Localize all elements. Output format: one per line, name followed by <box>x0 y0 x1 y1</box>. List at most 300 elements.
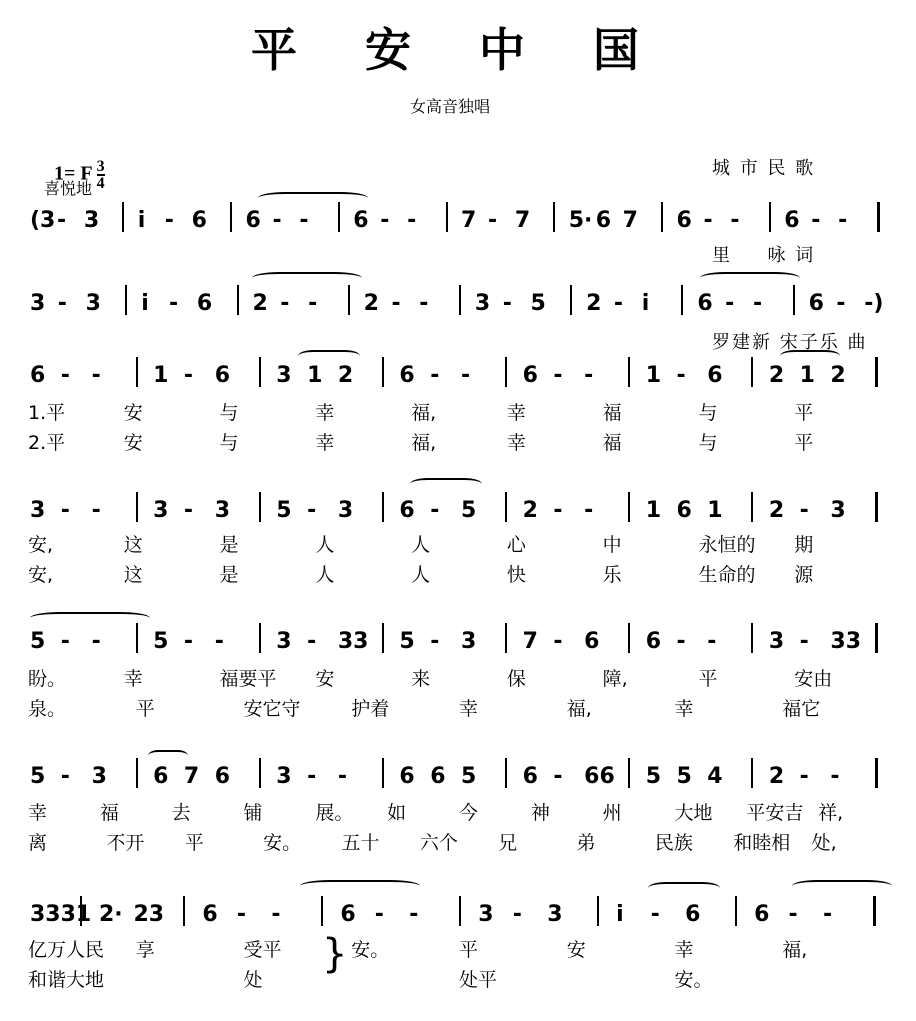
dash-note: - <box>838 208 848 233</box>
stave-line-4 <box>28 490 890 530</box>
barline <box>769 202 771 232</box>
lyric-word: 平 <box>184 832 204 854</box>
credit-composer: 罗建新 宋子乐 曲 <box>712 332 868 353</box>
dash-note: - <box>730 208 740 233</box>
lyric-word: 幸 <box>506 432 526 454</box>
tie-slur <box>148 750 188 762</box>
note: 2 <box>337 363 354 388</box>
note: 5 <box>30 629 46 654</box>
barline <box>628 623 630 653</box>
note: 6 <box>191 208 207 233</box>
dash-note: - <box>183 629 194 654</box>
credits-block <box>712 96 867 386</box>
dash-note: - <box>788 902 798 927</box>
lyric-word: 2.平 <box>28 432 66 454</box>
lyric-word: 安它守 <box>243 698 301 720</box>
note: 6 <box>245 208 261 233</box>
stave-line-7 <box>28 894 890 934</box>
lyric-row-4-2 <box>28 560 890 588</box>
barline <box>259 623 261 653</box>
dash-note: - <box>299 208 309 233</box>
lyric-word: 与 <box>698 432 718 454</box>
lyric-word: 1.平 <box>28 402 66 424</box>
note: 2 <box>768 764 785 789</box>
note: 5 <box>676 764 692 789</box>
barline <box>877 202 880 232</box>
barline <box>751 492 753 522</box>
dash-note: - <box>60 363 70 388</box>
dash-note: - <box>391 291 401 316</box>
dash-note: - <box>830 764 840 789</box>
barline <box>321 896 323 926</box>
note: 5 <box>645 764 662 789</box>
song-title: 平 安 中 国 <box>250 23 666 77</box>
lyric-word: 福要平 <box>219 668 277 690</box>
dash-note: - <box>799 629 809 654</box>
barline <box>793 285 795 315</box>
lyric-word: 平 <box>135 698 155 720</box>
tie-slur <box>30 612 150 624</box>
lyric-word: 如 <box>387 802 407 824</box>
dash-note: - <box>91 498 101 523</box>
barline <box>259 357 261 387</box>
barline <box>505 623 507 653</box>
note: 2· <box>98 902 123 927</box>
tie-slur <box>258 192 368 204</box>
dash-note: - <box>280 291 290 316</box>
lyric-word: 永恒的 <box>698 534 756 556</box>
note: 1 <box>707 498 723 523</box>
barline <box>751 758 753 788</box>
note: i <box>616 902 624 927</box>
lyric-word: 州 <box>602 802 622 824</box>
note: 6 <box>353 208 369 233</box>
barline <box>382 758 384 788</box>
note: 6 <box>645 629 662 654</box>
note: 5 <box>530 291 546 316</box>
barline <box>259 492 261 522</box>
barline <box>628 357 630 387</box>
lyric-word: 平 <box>794 432 814 454</box>
lyric-word: 乐 <box>602 564 622 586</box>
note: 7 <box>514 208 531 233</box>
dash-note: - <box>183 363 194 388</box>
lyric-word: 福, <box>411 402 437 424</box>
dash-note: - <box>374 902 384 927</box>
lyric-word: 平 <box>698 668 718 690</box>
dash-note: - <box>430 498 440 523</box>
lyric-word: 处, <box>811 832 837 854</box>
note: 3 <box>30 291 46 316</box>
barline <box>873 896 876 926</box>
barline <box>136 623 138 653</box>
lyric-word: 处 <box>243 969 263 991</box>
lyric-word: 平 <box>794 402 814 424</box>
barline <box>505 357 507 387</box>
stave-line-3 <box>28 355 890 395</box>
dash-note: - <box>725 291 735 316</box>
barline <box>136 758 138 788</box>
dash-note: - <box>214 629 224 654</box>
lyric-word: 福, <box>411 432 437 454</box>
dash-note: - <box>380 208 390 233</box>
dash-note: - <box>502 291 512 316</box>
barline <box>570 285 572 315</box>
note: 3 <box>214 498 231 523</box>
note: 6 <box>399 764 415 789</box>
lyric-word: 去 <box>171 802 191 824</box>
barline <box>505 492 507 522</box>
key-label: 1= F <box>54 162 93 185</box>
dash-note: - <box>553 764 563 789</box>
note: 2 <box>768 498 785 523</box>
note: 6 <box>399 498 415 523</box>
note: i <box>641 291 650 316</box>
lyric-word: 生命的 <box>698 564 756 586</box>
tie-slur <box>700 272 800 284</box>
note: 7 <box>522 629 538 654</box>
lyric-row-3-1 <box>28 398 890 426</box>
note: 3 <box>547 902 563 927</box>
lyric-word: 障, <box>602 668 628 690</box>
note: 2 <box>522 498 538 523</box>
barline <box>125 285 127 315</box>
dash-note: - <box>307 498 317 523</box>
note: 6 <box>202 902 218 927</box>
note: 6 <box>707 363 723 388</box>
note: 6 <box>808 291 824 316</box>
lyric-word: 与 <box>219 432 239 454</box>
lyric-row-4-1 <box>28 530 890 558</box>
barline <box>628 492 630 522</box>
lyric-word: 安。 <box>674 969 713 991</box>
lyric-word: 人 <box>315 534 335 556</box>
note: 3 <box>276 629 292 654</box>
dash-note: - <box>836 291 846 316</box>
note: 6 <box>30 363 46 388</box>
note: 3 <box>337 498 354 523</box>
note: 6 <box>685 902 701 927</box>
stave-line-6 <box>28 756 890 796</box>
note: 2 <box>768 363 785 388</box>
tie-slur <box>792 880 892 892</box>
note: 4 <box>707 764 723 789</box>
lyric-word: 六个 <box>419 832 458 854</box>
lyric-row-6-1 <box>28 798 890 826</box>
note: 3 <box>830 498 846 523</box>
dash-note: - <box>752 291 763 316</box>
stave-line-5 <box>28 621 890 661</box>
barline <box>382 357 384 387</box>
barline <box>875 758 878 788</box>
dash-note: - <box>183 498 194 523</box>
note: 33 <box>337 629 369 654</box>
barline <box>875 623 878 653</box>
dash-note: - <box>60 498 70 523</box>
dash-note: - <box>57 291 67 316</box>
lyric-word: 安。 <box>351 939 390 961</box>
lyric-word: 安 <box>123 432 143 454</box>
lyric-word: 今 <box>459 802 479 824</box>
lyric-word: 中 <box>602 534 622 556</box>
note: 1 <box>799 363 815 388</box>
barline <box>505 758 507 788</box>
lyric-word: 安由 <box>794 668 833 690</box>
barline <box>628 758 630 788</box>
barline <box>230 202 232 232</box>
barline <box>875 492 878 522</box>
note: (3 <box>30 208 56 233</box>
dash-note: - <box>307 629 317 654</box>
note: 3331 <box>30 902 92 927</box>
barline <box>735 896 737 926</box>
lyric-word: 幸 <box>28 802 48 824</box>
lyric-word: 人 <box>411 564 431 586</box>
lyric-word: 福 <box>602 432 622 454</box>
barline <box>446 202 448 232</box>
dash-note: - <box>823 902 833 927</box>
credit-lyricist: 里 咏 词 <box>712 245 816 266</box>
lyric-row-3-2 <box>28 428 890 456</box>
note: 6 <box>399 363 415 388</box>
barline <box>459 285 461 315</box>
lyric-word: 人 <box>315 564 335 586</box>
tie-slur <box>780 350 840 362</box>
lyric-word: 幸 <box>315 402 335 424</box>
note: i <box>137 208 146 233</box>
note: 3 <box>30 498 46 523</box>
note: 3 <box>91 764 107 789</box>
lyric-word: 和谐大地 <box>28 969 105 991</box>
tempo-marking: 喜悦地 <box>44 179 93 198</box>
dash-note: - <box>676 629 686 654</box>
lyric-word: 平 <box>459 939 479 961</box>
note: 5 <box>461 764 477 789</box>
lyric-word: 大地 <box>674 802 713 824</box>
lyric-word: 五十 <box>341 832 380 854</box>
dash-note: - <box>60 629 70 654</box>
lyric-word: 安 <box>566 939 586 961</box>
lyric-word: 是 <box>219 534 239 556</box>
note: 1 <box>645 363 662 388</box>
lyric-word: 快 <box>506 564 526 586</box>
note: 6 <box>153 764 169 789</box>
dash-note: - <box>307 764 317 789</box>
note: 6 <box>784 208 800 233</box>
lyric-word: 离 <box>28 832 48 854</box>
lyric-word: 期 <box>794 534 814 556</box>
note: 3 <box>85 291 101 316</box>
barline <box>136 492 138 522</box>
note: 2 <box>252 291 268 316</box>
lyric-word: 这 <box>123 534 143 556</box>
dash-note: - <box>164 208 174 233</box>
barline <box>751 623 753 653</box>
lyric-word: 和睦相 <box>733 832 791 854</box>
note: 1 <box>307 363 323 388</box>
time-sig-num: 3 <box>96 158 105 175</box>
lyric-word: 弟 <box>576 832 596 854</box>
note: 3 <box>153 498 169 523</box>
lyric-word: 来 <box>411 668 431 690</box>
lyric-word: 安, <box>28 534 54 556</box>
lyric-row-5-2 <box>28 694 890 722</box>
dash-note: - <box>553 498 563 523</box>
lyric-word: 安, <box>28 564 54 586</box>
note: 6 <box>196 291 213 316</box>
lyric-word: 源 <box>794 564 814 586</box>
lyric-word: 处平 <box>459 969 498 991</box>
lyric-row-5-1 <box>28 664 890 692</box>
lyric-word: 这 <box>123 564 143 586</box>
lyric-word: 平安吉 <box>746 802 804 824</box>
lyric-word: 安 <box>123 402 143 424</box>
note: 3 <box>461 629 477 654</box>
lyric-word: 祥, <box>818 802 844 824</box>
time-signature <box>97 159 105 191</box>
dash-note: - <box>272 208 282 233</box>
barline <box>751 357 753 387</box>
barline <box>459 896 461 926</box>
note: 5 <box>30 764 46 789</box>
stave-line-2 <box>28 283 890 323</box>
note: 2 <box>586 291 602 316</box>
lyric-word: 福它 <box>782 698 821 720</box>
lyric-word: 幸 <box>506 402 526 424</box>
note: 6 <box>584 629 600 654</box>
note: -) <box>864 291 884 316</box>
lyric-word: 幸 <box>674 939 694 961</box>
note: 3 <box>276 363 292 388</box>
note: 6 <box>522 363 538 388</box>
barline <box>80 896 82 926</box>
lyric-row-7-1 <box>28 935 890 963</box>
dash-note: - <box>60 764 70 789</box>
barline <box>597 896 599 926</box>
lyric-word: 心 <box>506 534 526 556</box>
lyric-word: 亿万人民 <box>28 939 105 961</box>
note: 6 <box>697 291 713 316</box>
lyric-word: 护着 <box>351 698 390 720</box>
lyric-word: 展。 <box>315 802 354 824</box>
dash-note: - <box>703 208 713 233</box>
barline <box>681 285 683 315</box>
dash-note: - <box>236 902 247 927</box>
dash-note: - <box>676 363 686 388</box>
tie-slur <box>410 478 482 490</box>
note: 6 <box>754 902 770 927</box>
dash-note: - <box>811 208 821 233</box>
dash-note: - <box>91 629 101 654</box>
lyric-word: 与 <box>698 402 718 424</box>
note: 5 <box>276 498 292 523</box>
dash-note: - <box>56 208 67 233</box>
lyric-word: 幸 <box>459 698 479 720</box>
dash-note: - <box>487 208 498 233</box>
lyric-word: 兄 <box>498 832 518 854</box>
note: 23 <box>133 902 165 927</box>
dash-note: - <box>169 291 179 316</box>
barline <box>382 492 384 522</box>
barline <box>338 202 340 232</box>
note: 5· <box>568 208 593 233</box>
dash-note: - <box>407 208 417 233</box>
tie-slur <box>648 882 720 894</box>
lyric-word: 受平 <box>243 939 282 961</box>
barline <box>348 285 350 315</box>
barline <box>382 623 384 653</box>
credit-genre: 城 市 民 歌 <box>712 158 816 179</box>
dash-note: - <box>308 291 318 316</box>
barline <box>136 357 138 387</box>
barline <box>553 202 555 232</box>
dash-note: - <box>613 291 624 316</box>
lyric-word: 民族 <box>654 832 693 854</box>
dash-note: - <box>650 902 660 927</box>
note: 5 <box>461 498 477 523</box>
dash-note: - <box>799 498 809 523</box>
note: 7 <box>622 208 638 233</box>
dash-note: - <box>419 291 429 316</box>
note: 3 <box>474 291 491 316</box>
lyric-word: 幸 <box>674 698 694 720</box>
lyric-word: 是 <box>219 564 239 586</box>
lyric-row-6-2 <box>28 828 890 856</box>
dash-note: - <box>409 902 419 927</box>
note: 6 <box>214 363 231 388</box>
dash-note: - <box>584 498 594 523</box>
note: 2 <box>363 291 379 316</box>
note: 7 <box>183 764 200 789</box>
note: 6 <box>676 498 692 523</box>
note: 2 <box>830 363 846 388</box>
note: 5 <box>399 629 415 654</box>
dash-note: - <box>337 764 347 789</box>
note: 66 <box>584 764 615 789</box>
note: 6 <box>595 208 611 233</box>
verse-brace: } <box>322 931 348 977</box>
lyric-word: 与 <box>219 402 239 424</box>
note: 6 <box>340 902 356 927</box>
barline <box>183 896 185 926</box>
lyric-word: 不开 <box>106 832 145 854</box>
dash-note: - <box>430 629 440 654</box>
lyric-word: 人 <box>411 534 431 556</box>
dash-note: - <box>553 363 563 388</box>
dash-note: - <box>430 363 440 388</box>
lyric-word: 享 <box>135 939 155 961</box>
note: 33 <box>830 629 862 654</box>
time-sig-den: 4 <box>96 175 105 192</box>
lyric-word: 幸 <box>315 432 335 454</box>
barline <box>875 357 878 387</box>
lyric-word: 福 <box>99 802 119 824</box>
dash-note: - <box>91 363 101 388</box>
dash-note: - <box>553 629 563 654</box>
tie-slur <box>300 880 420 892</box>
note: 3 <box>83 208 100 233</box>
lyric-word: 安。 <box>263 832 302 854</box>
lyric-word: 泉。 <box>28 698 67 720</box>
lyric-word: 幸 <box>123 668 143 690</box>
note: 6 <box>676 208 692 233</box>
dash-note: - <box>271 902 281 927</box>
lyric-word: 安 <box>315 668 335 690</box>
lyric-word: 铺 <box>243 802 263 824</box>
note: 3 <box>478 902 494 927</box>
lyric-word: 福, <box>566 698 592 720</box>
voice-type: 女高音独唱 <box>410 97 491 116</box>
